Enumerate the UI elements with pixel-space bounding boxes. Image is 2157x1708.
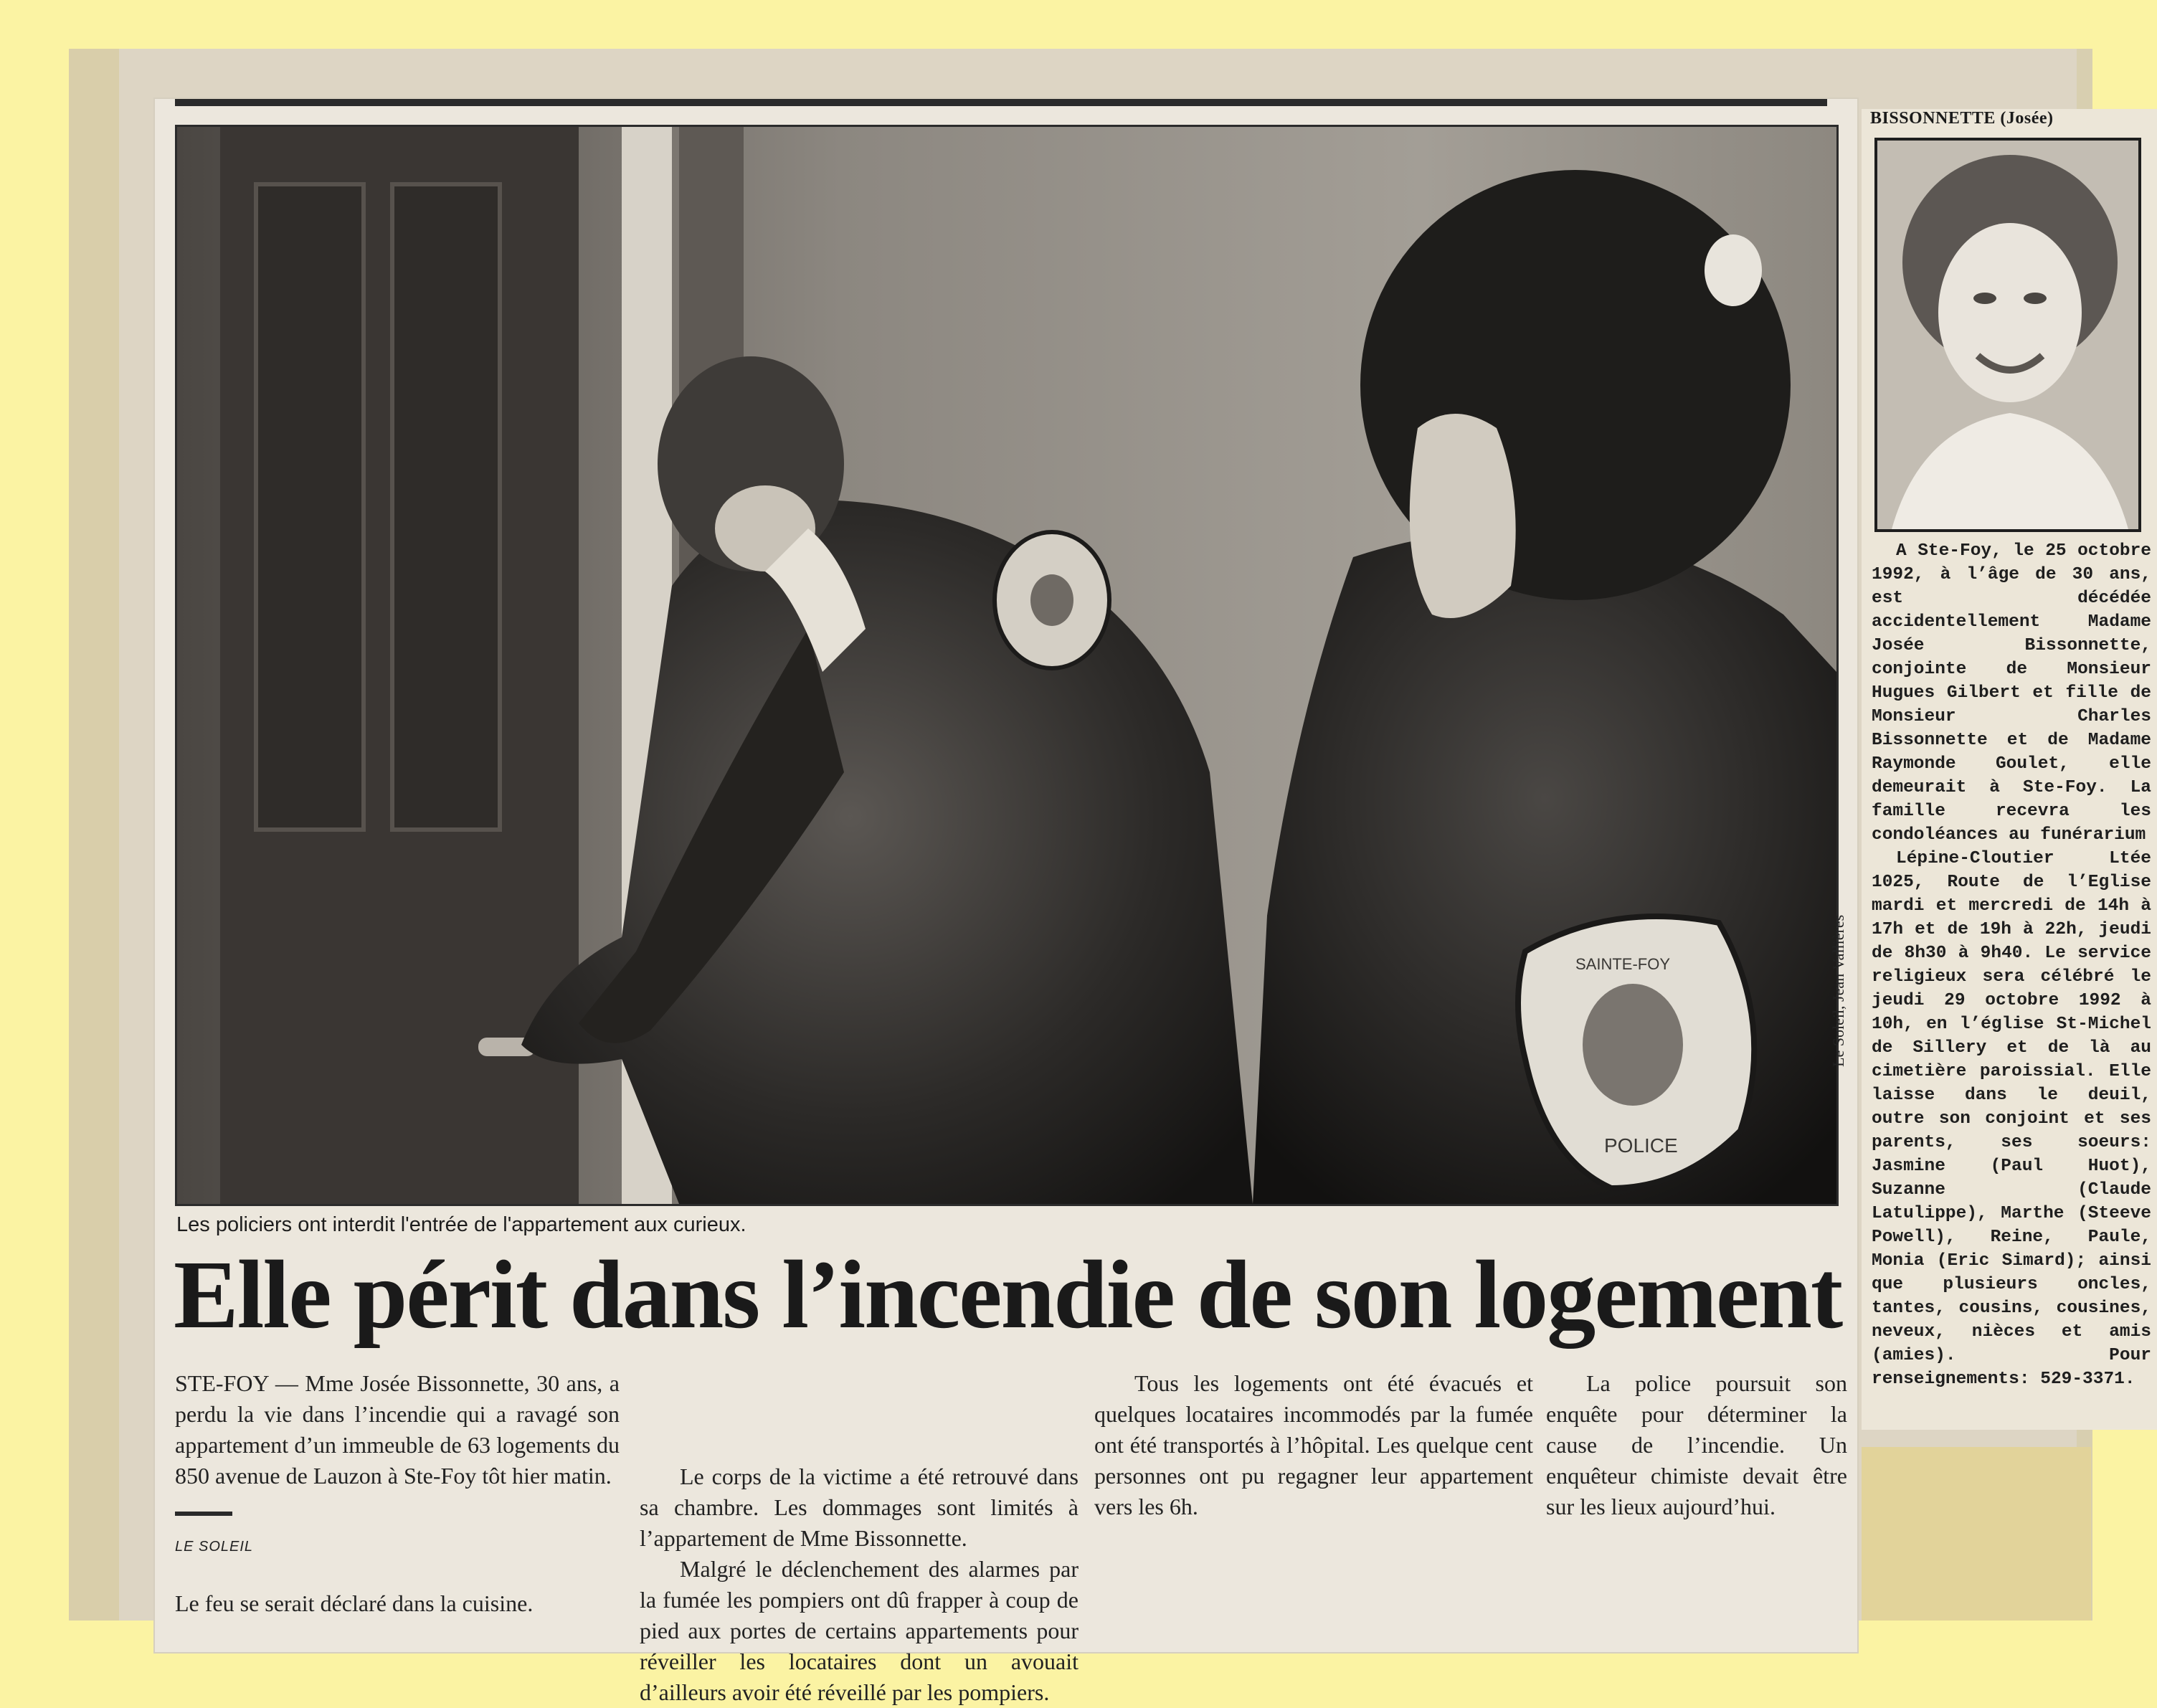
obituary-portrait	[1874, 138, 2141, 532]
obituary-notice	[1862, 109, 2157, 1430]
scanned-clipping-page	[69, 49, 2151, 1705]
byline-rule	[175, 1512, 232, 1516]
headline: Elle périt dans l’incendie de son logement	[174, 1241, 1842, 1349]
portrait-eye	[2024, 293, 2047, 304]
obituary-text	[1872, 539, 2151, 1391]
officer-right-face	[1410, 414, 1516, 618]
portrait-face	[1938, 223, 2082, 402]
article-paragraph: Le corps de la victime a été retrouvé dans sa chambre. Les dommages sont limités à l’appartement de Mme Bissonnette.	[640, 1463, 1078, 1551]
photo-caption: Les policiers ont interdit l'entrée de l'appartement aux curieux.	[176, 1213, 746, 1236]
badge-bottom-text: POLICE	[1604, 1134, 1678, 1157]
article-paragraph: Le feu se serait déclaré dans la cuisine.	[175, 1590, 534, 1616]
portrait-photo	[1877, 141, 2138, 529]
tape-strip	[1862, 1447, 2091, 1621]
obituary-paragraph: Lépine-Cloutier Ltée 1025, Route de l’Eglise mardi et mercredi de 14h à 17h et de 19h à 22h, jeudi de 8h30 à 9h40. Le service religieux sera célébré le jeudi 29 octobre 1992 à 10h, en l’église St-Michel de Sillery et de là au cimetière paroissial. Elle laisse dans le deuil, outre son conjoint et ses parents, ses soeurs: Jasmine (Paul Huot), Suzanne (Claude Latulippe), Marthe (Steeve Powell), Reine, Paule, Monia (Eric Simard); ainsi que plusieurs oncles, tantes, cousins, cousines, neveux, nièces et amis (amies). Pour renseignements: 529-3371.	[1872, 849, 2151, 1389]
portrait-eye	[1973, 293, 1996, 304]
byline: LE SOLEIL	[175, 1539, 254, 1555]
news-photo	[175, 125, 1839, 1206]
article-paragraph: Malgré le déclenchement des alarmes par la fumée les pompiers ont dû frapper à coup de pied aux portes de certains appartements pour réveiller les locataires dont un avouait d’ailleurs avoir été réveillé par les pompiers.	[640, 1556, 1078, 1705]
article-paragraph: La police poursuit son enquête pour déterminer la cause de l’incendie. Un enquêteur chimiste devait être sur les lieux aujourd’hui.	[1546, 1370, 1847, 1519]
article-column-3	[1094, 1368, 1533, 1522]
article-paragraph: Tous les logements ont été évacués et quelques locataires incommodés par la fumée ont été transportés à l’hôpital. Les quelque cent personnes ont pu regagner leur appartement vers les 6h.	[1094, 1370, 1533, 1519]
badge-crest-large	[1583, 984, 1683, 1106]
badge-top-text: SAINTE-FOY	[1575, 955, 1671, 973]
article-column-1	[175, 1368, 620, 1619]
article-column-2	[640, 1368, 1078, 1708]
door-panel	[256, 184, 364, 830]
door-panel	[392, 184, 500, 830]
top-rule	[175, 99, 1827, 106]
obituary-paragraph: A Ste-Foy, le 25 octobre 1992, à l’âge de 30 ans, est décédée accidentellement Madame Josée Bissonnette, conjointe de Monsieur Hugues Gilbert et fille de Monsieur Charles Bissonnette et de Madame Raymonde Goulet, elle demeurait à Ste-Foy. La famille recevra les condoléances au funérarium	[1872, 541, 2151, 845]
paper-strip	[69, 49, 119, 1621]
article-column-4	[1546, 1368, 1847, 1522]
badge-crest-small	[1030, 574, 1073, 626]
photo-credit: Le Soleil, Jean Vallières	[1829, 914, 1847, 1067]
hair-clip	[1705, 234, 1762, 306]
police-officers-photo	[177, 127, 1836, 1204]
obituary-title: BISSONNETTE (Josée)	[1870, 109, 2054, 128]
article-lead: STE-FOY — Mme Josée Bissonnette, 30 ans, a perdu la vie dans l’incendie qui a ravagé son appartement d’un immeuble de 63 logements du 850 avenue de Lauzon à Ste-Foy tôt hier matin.	[175, 1370, 620, 1489]
news-article	[155, 99, 1857, 1705]
